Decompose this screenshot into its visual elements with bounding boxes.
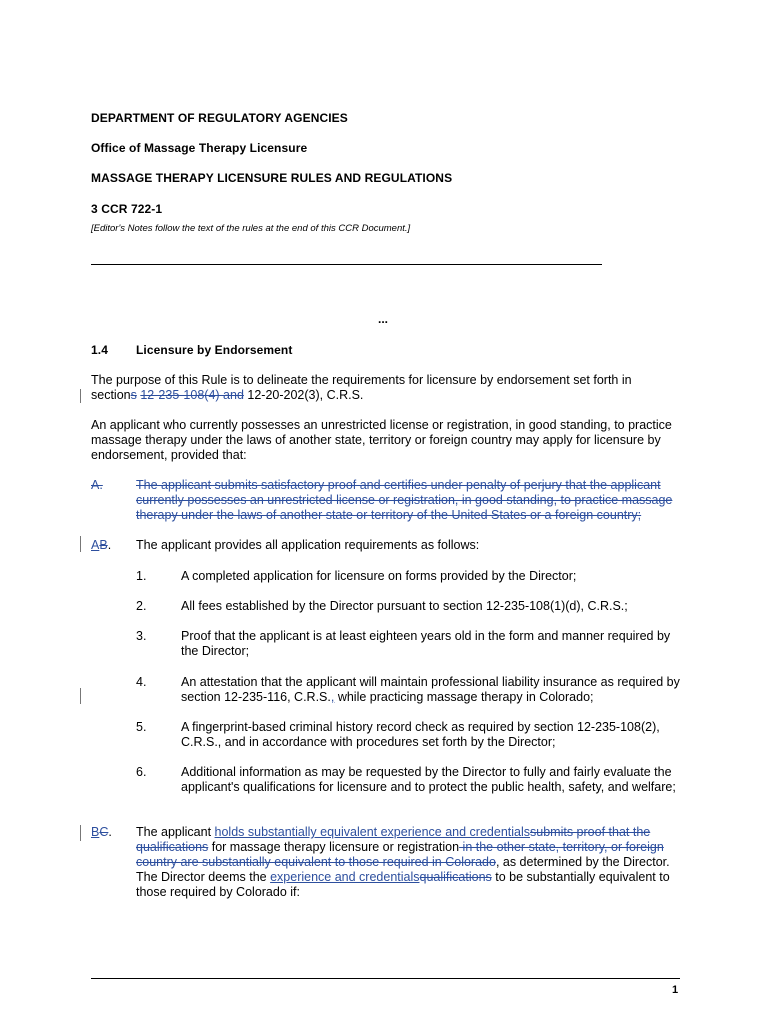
footer-rule (91, 978, 680, 979)
inserted-text: holds substantially equivalent experience and credentials (214, 825, 531, 839)
section-number: 1.4 (91, 343, 108, 357)
deleted-item-label: A. (91, 478, 103, 492)
deleted-text: qualifications (419, 870, 492, 884)
change-bar (80, 389, 81, 403)
section-title: Licensure by Endorsement (136, 343, 293, 357)
department-heading: DEPARTMENT OF REGULATORY AGENCIES (91, 111, 348, 125)
separator-line (91, 264, 602, 265)
inserted-text: experience and credentials (270, 870, 420, 884)
rules-title: MASSAGE THERAPY LICENSURE RULES AND REGULATIONS (91, 171, 453, 185)
deleted-item-text: The applicant submits satisfactory proof and certifies under penalty of perjury that the applicant currently possesses an unrestricted license or registration, in good standing, to practice massage therapy under the laws of another state or territory of the United States or a foreign country; (136, 478, 673, 522)
list-item-number: 6. (136, 765, 147, 779)
page-number: 1 (672, 984, 679, 996)
list-item-text: An attestation that the applicant will maintain professional liability insurance as required by section 12-235-116, C.R.S., while practicing massage therapy in Colorado; (181, 675, 680, 704)
editor-note: [Editor's Notes follow the text of the rules at the end of this CCR Document.] (91, 223, 411, 234)
change-bar (80, 688, 81, 704)
list-item-text: Proof that the applicant is at least eighteen years old in the form and manner required by the Director; (181, 629, 671, 658)
deleted-text: submits proof that the qualifications (136, 825, 651, 854)
item-label-ab: AB. (91, 538, 112, 552)
deleted-text: in the other state, territory, or foreign country are substantially equivalent to those required in Colorado (136, 840, 664, 869)
applicant-paragraph: An applicant who currently possesses an unrestricted license or registration, in good standing, to practice massage therapy under the laws of another state, territory or foreign country may apply for licensure by endorsement, provided that: (91, 418, 672, 462)
item-ab-text: The applicant provides all application requirements as follows: (136, 538, 480, 552)
ellipsis: ... (378, 312, 389, 326)
list-item-number: 5. (136, 720, 147, 734)
deleted-text: s (130, 388, 137, 402)
item-bc-text: The applicant holds substantially equivalent experience and credentialssubmits proof that the qualifications for massage therapy licensure or registration in the other state, territory, or foreign country are substantially equivalent to those required in Colorado, as determined by the Director. The Director deems the experience and credentialsqualifications to be substantially equivalent to those required by Colorado if: (136, 825, 670, 899)
list-item-text: All fees established by the Director pursuant to section 12-235-108(1)(d), C.R.S.; (181, 599, 628, 613)
list-item-number: 3. (136, 629, 147, 643)
inserted-text: , (330, 690, 335, 704)
purpose-paragraph: The purpose of this Rule is to delineate the requirements for licensure by endorsement set forth in sections 12-235-108(4) and 12-20-202(3), C.R.S. (91, 373, 632, 402)
ccr-number: 3 CCR 722-1 (91, 202, 163, 216)
deleted-text: 12-235-108(4) and (140, 388, 244, 402)
list-item-number: 4. (136, 675, 147, 689)
list-item-number: 1. (136, 569, 147, 583)
list-item-text: Additional information as may be requested by the Director to fully and fairly evaluate the applicant's qualifications for licensure and to protect the public health, safety, and welfare; (181, 765, 676, 794)
office-heading: Office of Massage Therapy Licensure (91, 141, 308, 155)
change-bar (80, 825, 81, 841)
change-bar (80, 536, 81, 552)
list-item-text: A fingerprint-based criminal history record check as required by section 12-235-108(2), C.R.S., and in accordance with procedures set forth by the Director; (181, 720, 660, 749)
list-item-text: A completed application for licensure on forms provided by the Director; (181, 569, 577, 583)
list-item-number: 2. (136, 599, 147, 613)
item-label-bc: BC. (91, 825, 112, 839)
